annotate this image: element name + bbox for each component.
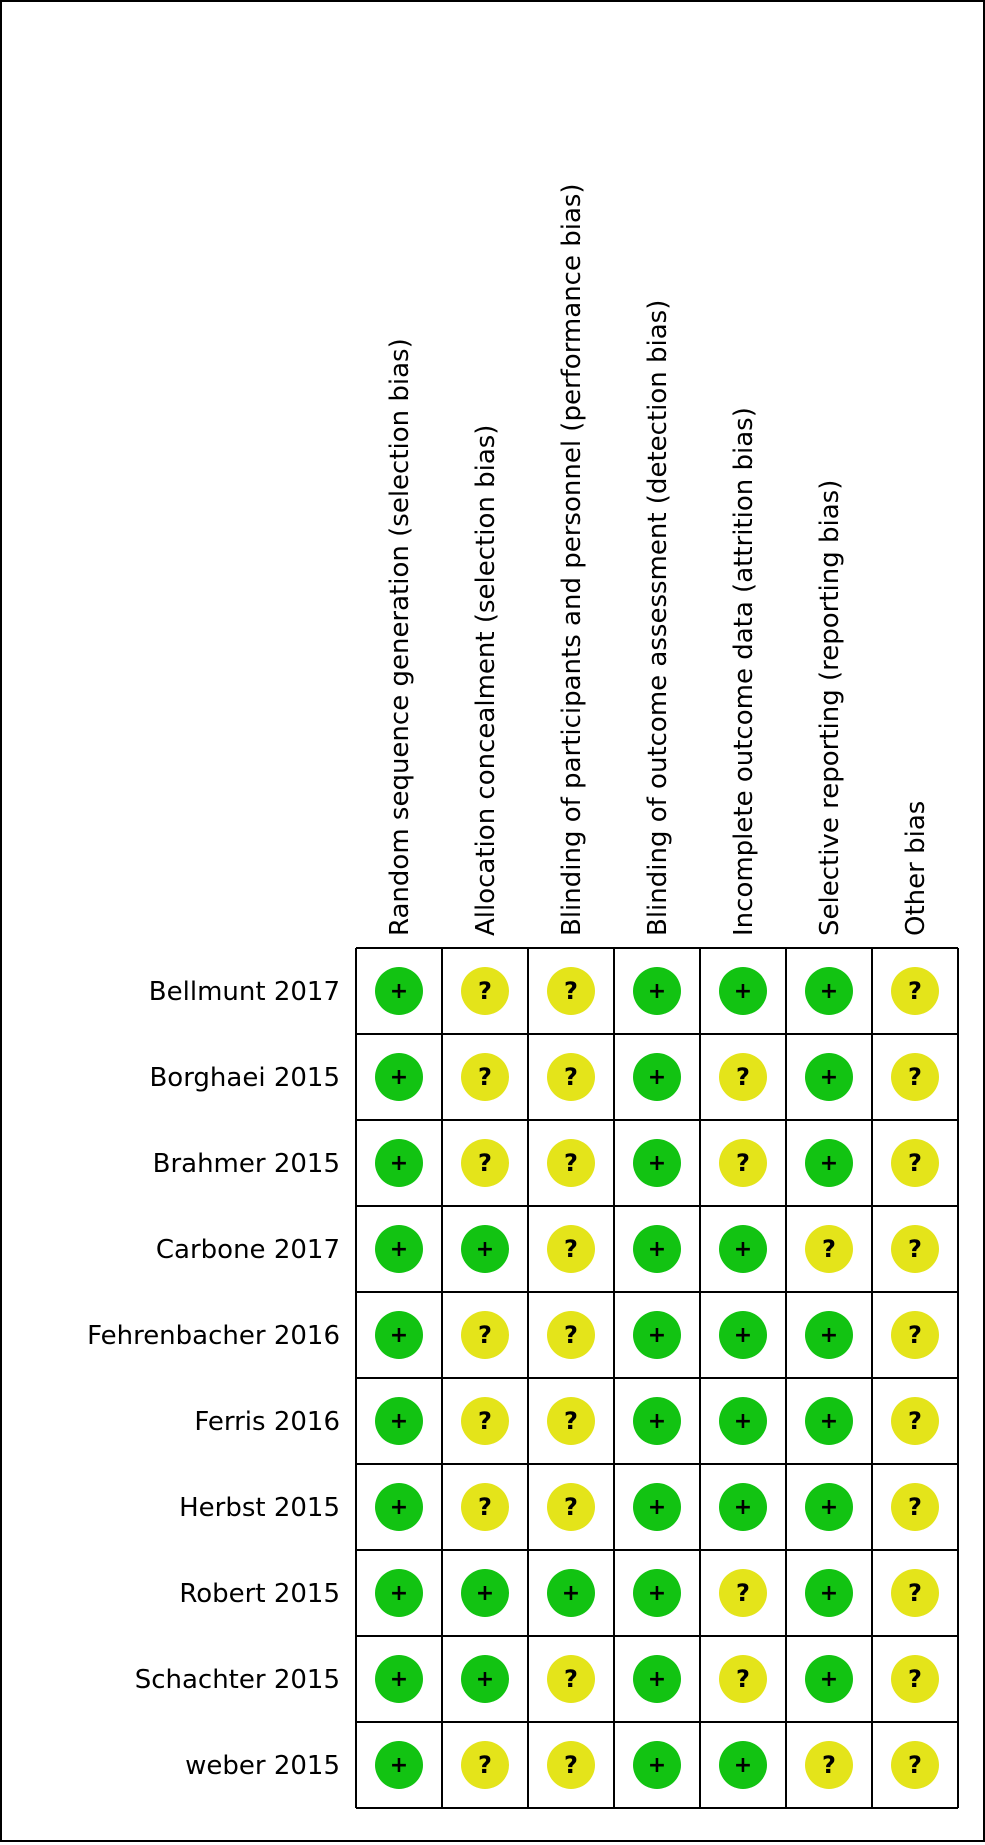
judgement-low-symbol: + — [733, 1323, 753, 1348]
judgement-low-symbol: + — [733, 1409, 753, 1434]
judgement-low-symbol: + — [647, 1409, 667, 1434]
judgement-low-symbol: + — [389, 1151, 409, 1176]
row-label: Herbst 2015 — [179, 1493, 340, 1523]
judgement-low-symbol: + — [389, 1753, 409, 1778]
column-header: Incomplete outcome data (attrition bias) — [729, 407, 759, 936]
row-label: Schachter 2015 — [134, 1665, 340, 1695]
judgement-unclear-symbol: ? — [564, 1665, 578, 1693]
judgement-low-symbol: + — [647, 1581, 667, 1606]
judgement-unclear-symbol: ? — [822, 1751, 836, 1779]
judgement-unclear-symbol: ? — [478, 1407, 492, 1435]
judgement-low-symbol: + — [389, 1495, 409, 1520]
judgement-unclear-symbol: ? — [822, 1235, 836, 1263]
judgement-unclear-symbol: ? — [736, 1149, 750, 1177]
row-label: Borghaei 2015 — [149, 1063, 340, 1093]
judgement-low-symbol: + — [819, 1151, 839, 1176]
judgement-unclear-symbol: ? — [908, 1063, 922, 1091]
judgement-low-symbol: + — [819, 1409, 839, 1434]
judgement-unclear-symbol: ? — [908, 1579, 922, 1607]
judgement-unclear-symbol: ? — [564, 977, 578, 1005]
row-label: Brahmer 2015 — [152, 1149, 340, 1179]
row-label: Carbone 2017 — [155, 1235, 340, 1265]
judgement-unclear-symbol: ? — [736, 1063, 750, 1091]
judgement-unclear-symbol: ? — [564, 1235, 578, 1263]
column-header: Allocation concealment (selection bias) — [471, 424, 501, 936]
judgement-unclear-symbol: ? — [478, 977, 492, 1005]
judgement-low-symbol: + — [647, 1151, 667, 1176]
judgement-low-symbol: + — [647, 979, 667, 1004]
row-label: Fehrenbacher 2016 — [87, 1321, 340, 1351]
judgement-low-symbol: + — [389, 1667, 409, 1692]
judgement-low-symbol: + — [389, 1409, 409, 1434]
judgement-low-symbol: + — [647, 1667, 667, 1692]
judgement-unclear-symbol: ? — [908, 1751, 922, 1779]
judgement-low-symbol: + — [475, 1667, 495, 1692]
judgement-low-symbol: + — [389, 1065, 409, 1090]
judgement-low-symbol: + — [647, 1753, 667, 1778]
judgement-unclear-symbol: ? — [564, 1149, 578, 1177]
judgement-low-symbol: + — [819, 1495, 839, 1520]
judgement-low-symbol: + — [389, 1323, 409, 1348]
judgement-unclear-symbol: ? — [564, 1063, 578, 1091]
judgement-unclear-symbol: ? — [908, 1665, 922, 1693]
judgement-unclear-symbol: ? — [908, 1407, 922, 1435]
column-header: Blinding of outcome assessment (detection bias) — [643, 299, 673, 936]
row-label: Bellmunt 2017 — [148, 977, 340, 1007]
judgement-low-symbol: + — [733, 1495, 753, 1520]
judgement-low-symbol: + — [819, 1581, 839, 1606]
judgement-unclear-symbol: ? — [564, 1751, 578, 1779]
judgement-unclear-symbol: ? — [908, 977, 922, 1005]
judgement-low-symbol: + — [819, 1667, 839, 1692]
row-label: Robert 2015 — [179, 1579, 340, 1609]
judgement-low-symbol: + — [389, 1581, 409, 1606]
judgement-low-symbol: + — [647, 1065, 667, 1090]
judgement-unclear-symbol: ? — [736, 1665, 750, 1693]
judgement-unclear-symbol: ? — [478, 1149, 492, 1177]
column-header: Other bias — [901, 800, 931, 936]
judgement-unclear-symbol: ? — [564, 1407, 578, 1435]
row-label: weber 2015 — [185, 1751, 340, 1781]
judgement-unclear-symbol: ? — [908, 1149, 922, 1177]
judgement-unclear-symbol: ? — [478, 1321, 492, 1349]
judgement-unclear-symbol: ? — [478, 1751, 492, 1779]
judgement-low-symbol: + — [733, 1753, 753, 1778]
column-header: Selective reporting (reporting bias) — [815, 479, 845, 936]
risk-of-bias-chart — [2, 2, 983, 1840]
judgement-low-symbol: + — [819, 1323, 839, 1348]
judgement-unclear-symbol: ? — [564, 1321, 578, 1349]
judgement-low-symbol: + — [561, 1581, 581, 1606]
judgement-unclear-symbol: ? — [564, 1493, 578, 1521]
judgement-low-symbol: + — [389, 1237, 409, 1262]
judgement-low-symbol: + — [475, 1581, 495, 1606]
judgement-low-symbol: + — [475, 1237, 495, 1262]
judgement-low-symbol: + — [647, 1495, 667, 1520]
judgement-low-symbol: + — [733, 1237, 753, 1262]
judgement-unclear-symbol: ? — [908, 1235, 922, 1263]
column-header: Random sequence generation (selection bias) — [385, 338, 415, 936]
judgement-unclear-symbol: ? — [478, 1493, 492, 1521]
judgement-low-symbol: + — [819, 979, 839, 1004]
judgement-unclear-symbol: ? — [908, 1493, 922, 1521]
judgement-low-symbol: + — [819, 1065, 839, 1090]
row-label: Ferris 2016 — [194, 1407, 340, 1437]
column-header: Blinding of participants and personnel (performance bias) — [557, 183, 587, 936]
judgement-low-symbol: + — [733, 979, 753, 1004]
judgement-low-symbol: + — [647, 1237, 667, 1262]
judgement-unclear-symbol: ? — [478, 1063, 492, 1091]
judgement-low-symbol: + — [389, 979, 409, 1004]
judgement-unclear-symbol: ? — [908, 1321, 922, 1349]
judgement-unclear-symbol: ? — [736, 1579, 750, 1607]
judgement-low-symbol: + — [647, 1323, 667, 1348]
